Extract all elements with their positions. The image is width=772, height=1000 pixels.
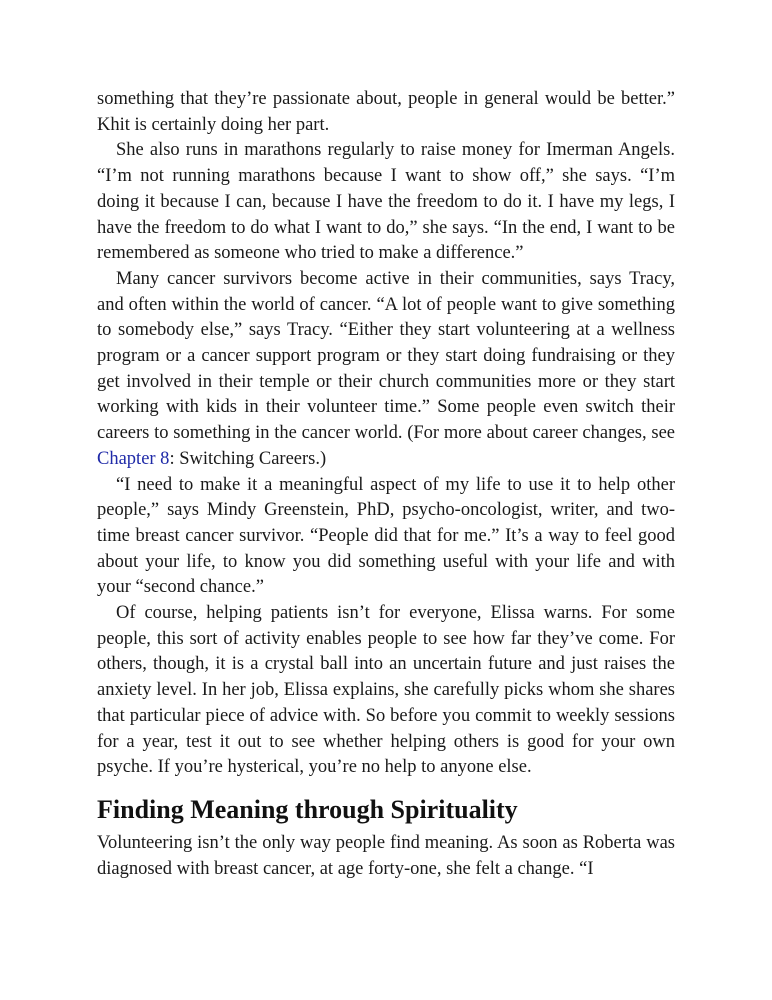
paragraph-elissa: Of course, helping patients isn’t for everyone, Elissa warns. For some people, this sort of activity enables people to see how far they’ve come. For others, though, it is a crystal ball into an uncertain future and just raises the anxiety level. In her job, Elissa explains, she carefully picks whom she shares that particular piece of advice with. So before you commit to weekly sessions for a year, test it out to see whether helping others is good for your own psyche. If you’re hysterical, you’re no help to anyone else.: [97, 603, 675, 778]
paragraph-greenstein: “I need to make it a meaningful aspect of my life to use it to help other people,” says Mindy Greenstein, PhD, psycho-oncologist, writer, and two-time breast cancer survivor. “People did that for me.” It’s a way to feel good about your life, to know you did something useful with your life and with your “second chance.”: [97, 474, 675, 598]
paragraph-communities: [97, 267, 675, 473]
section-heading: Finding Meaning through Spirituality: [97, 794, 518, 824]
paragraph-continuation: something that they’re passionate about, people in general would be better.” Khit is certainly doing her part.: [97, 89, 675, 135]
paragraph-marathons: She also runs in marathons regularly to raise money for Imerman Angels. “I’m not running marathons because I want to show off,” she says. “I’m doing it because I can, because I have the freedom to do it. I have my legs, I have the freedom to do what I want to do,” she says. “In the end, I want to be remembered as someone who tried to make a difference.”: [97, 140, 675, 264]
paragraph-communities-tail: : Switching Careers.): [169, 448, 327, 469]
chapter-8-link[interactable]: Chapter 8: [97, 448, 170, 469]
page-body: [97, 87, 675, 882]
paragraph-communities-text: Many cancer survivors become active in their communities, says Tracy, and often within the world of cancer. “A lot of people want to give something to somebody else,” says Tracy. “Either they start volunteering at a wellness program or a cancer support program or they start doing fundraising or they get involved in their temple or their church communities more or they start working with kids in their volunteer time.” Some people even switch their careers to something in the cancer world. (For more about career changes, see: [97, 268, 675, 444]
paragraph-spirituality: Volunteering isn’t the only way people find meaning. As soon as Roberta was diagnosed with breast cancer, at age forty-one, she felt a change. “I: [97, 832, 675, 879]
